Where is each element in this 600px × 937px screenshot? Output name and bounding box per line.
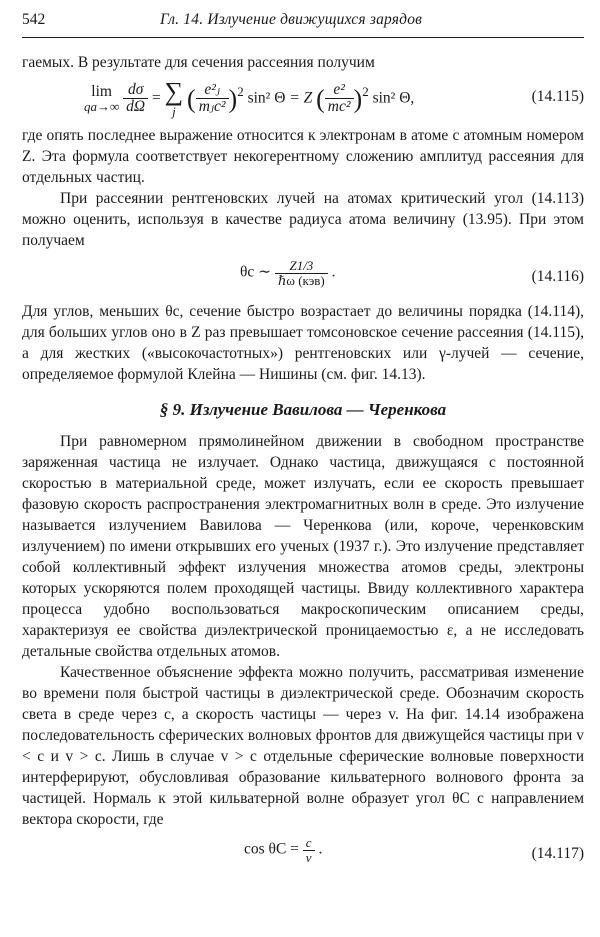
paragraph-1: гаемых. В результате для сечения рассеяния получим [22, 54, 375, 71]
paragraph-4: Для углов, меньших θc, сечение быстро возрастает до величины порядка (14.114), для больших углов оно в Z раз превышает томсоновское сечение рассеяния (14.115), а для жестких («высокочастотных») рентгеновских или γ-лучей — сечение, определяемое формулой Клейна — Нишины (см. фиг. 14.13). [22, 303, 584, 383]
equation-number: (14.117) [531, 845, 584, 862]
ej-mjc-fraction: $\frac{\text{e²ⱼ}}{\text{mⱼc²}}$ [196, 82, 229, 116]
equation-14-117 [22, 836, 584, 876]
page-header [22, 9, 584, 38]
sin-theta-term: sin² Θ [247, 89, 286, 107]
c-over-v-fraction: $\frac{c}{v}$ [303, 836, 315, 864]
equation-body: cos θC = $\frac{c}{v}$ . [244, 835, 323, 865]
equation-14-116 [22, 257, 584, 301]
equals-z: = Z [289, 89, 313, 107]
page-body [22, 52, 584, 876]
equation-body: lim qa→∞ $\frac{d\sigma}{d\Omega}$ = ∑ j ( $\frac{\text{e²ⱼ}}{\text{mⱼc²}}$ )$^2$ sin² Θ = Z ( $\frac{\text{e²}}{\text{mc²}}$ )$^2$ sin² Θ, [84, 77, 415, 119]
limit-operator: lim qa→∞ [84, 82, 120, 115]
z-over-hw-fraction: $\frac{Z1/3}{\text{ℏω (кэв)}}$ [275, 259, 328, 287]
sin-theta-term-2: sin² Θ, [372, 89, 415, 107]
paragraph-6: Качественное объяснение эффекта можно получить, рассматривая изменение во времени поля быстрой частицы в диэлектрической среде. Обозначим скорость света в среде через c, а скорость частицы — через v. На фиг. 14.14 изображена последовательность сферических волновых фронтов для движущейся частицы при v < c и v > c. Лишь в случае v > c отдельные сферические волновые поверхности интерферируют, обусловливая образование кильватерного волнового фронта за частицей. Нормаль к этой кильватерной волне образует угол θC с направлением вектора скорости, где [22, 664, 584, 828]
e-mc-fraction: $\frac{\text{e²}}{\text{mc²}}$ [325, 82, 354, 116]
page-number: 542 [22, 11, 46, 28]
equation-number: (14.115) [531, 88, 584, 105]
paragraph-2: где опять последнее выражение относится к электронам в атоме с атомным номером Z. Эта формула соответствует некогерентному сложению амплитуд рассеяния для отдельных частиц. [22, 127, 584, 186]
cos-theta-lhs: cos θC = [244, 840, 299, 858]
dsigma-domega-fraction: $\frac{d\sigma}{d\Omega}$ [123, 82, 148, 116]
paragraph-5: При равномерном прямолинейном движении в свободном пространстве заряженная частица не излучает. Однако частица, движущаяся с постоянной скоростью в материальной среде, может излучать, если ее скорость превышает фазовую скорость распространения электромагнитных волн в среде. Это излучение называется излучением Вавилова — Черенкова (или, короче, черенковским излучением) по имени открывших его ученых (1937 г.). Это излучение представляет собой коллективный эффект излучения множества атомов среды, электроны которых ускоряются полем проходящей частицы. Ввиду коллективного характера процесса удобно воспользоваться макроскопическим описанием среды, характеризуя ее свойства диэлектрической проницаемостью ε, а не исследовать детальные свойства отдельных атомов. [22, 433, 584, 660]
equals-sign: = [152, 89, 161, 107]
equation-body: θc ∼ $\frac{Z1/3}{\text{ℏω (кэв)}}$ . [240, 258, 336, 288]
paragraph-3: При рассеянии рентгеновских лучей на атомах критический угол (14.113) можно оценить, используя в качестве радиуса атома величину (13.95). При этом получаем [22, 190, 584, 249]
section-heading: § 9. Излучение Вавилова — Черенкова [159, 400, 447, 419]
equation-number: (14.116) [531, 268, 584, 285]
equation-14-115 [22, 77, 584, 123]
running-title: Гл. 14. Излучение движущихся зарядов [160, 11, 423, 28]
sum-operator: ∑ j [164, 77, 184, 119]
theta-c-lhs: θc ∼ [240, 263, 272, 281]
